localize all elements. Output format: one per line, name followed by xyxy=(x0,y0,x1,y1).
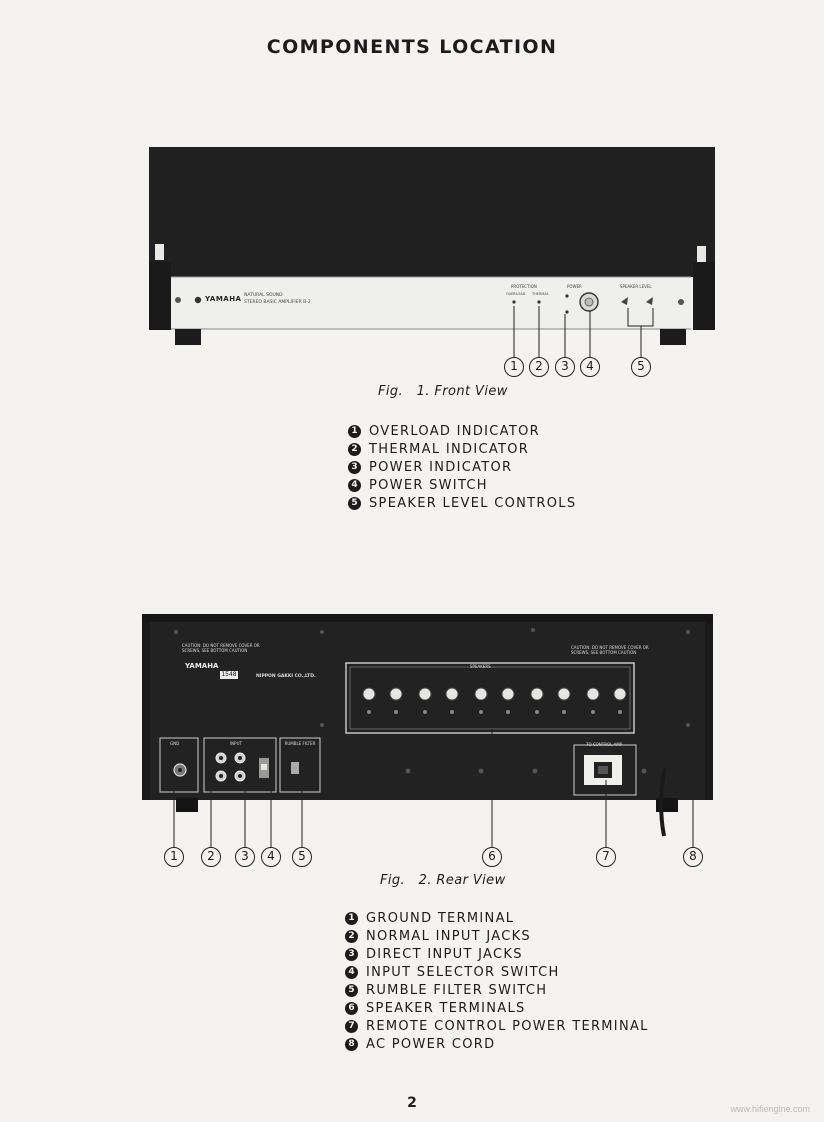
front-legend xyxy=(348,422,576,512)
label-speaker-level: SPEAKER LEVEL xyxy=(620,284,652,289)
list-item xyxy=(345,963,649,981)
number-bullet: 6 xyxy=(345,1002,358,1015)
number-bullet: 2 xyxy=(345,930,358,943)
rear-brand: YAMAHA xyxy=(185,662,219,670)
number-bullet: 4 xyxy=(345,966,358,979)
front-callout-3: 3 xyxy=(555,357,575,377)
list-item xyxy=(345,981,649,999)
legend-text: REMOTE CONTROL POWER TERMINAL xyxy=(366,1018,649,1034)
front-view-caption: Fig. 1. Front View xyxy=(378,384,508,399)
number-bullet: 5 xyxy=(348,497,361,510)
rear-callout-4: 4 xyxy=(261,847,281,867)
number-bullet: 3 xyxy=(348,461,361,474)
legend-text: SPEAKER TERMINALS xyxy=(366,1000,526,1016)
list-item xyxy=(348,458,576,476)
watermark: www.hifiengine.com xyxy=(730,1104,810,1114)
label-control-amp: TO CONTROL AMP xyxy=(586,742,623,747)
front-callout-5: 5 xyxy=(631,357,651,377)
rear-callout-5: 5 xyxy=(292,847,312,867)
list-item xyxy=(348,476,576,494)
label-power: POWER xyxy=(567,284,582,289)
front-callout-4: 4 xyxy=(580,357,600,377)
page-number: 2 xyxy=(407,1095,417,1111)
front-panel-line1: NATURAL SOUND xyxy=(244,293,283,298)
rear-maker: NIPPON GAKKI CO.,LTD. xyxy=(256,674,316,679)
legend-text: POWER INDICATOR xyxy=(369,459,513,475)
label-rumble: RUMBLE FILTER xyxy=(284,741,316,746)
legend-text: NORMAL INPUT JACKS xyxy=(366,928,531,944)
number-bullet: 2 xyxy=(348,443,361,456)
legend-text: AC POWER CORD xyxy=(366,1036,496,1052)
list-item xyxy=(348,494,576,512)
label-protection: PROTECTION xyxy=(511,284,537,289)
list-item xyxy=(345,945,649,963)
number-bullet: 7 xyxy=(345,1020,358,1033)
list-item xyxy=(345,1035,649,1053)
label-thermal: THERMAL xyxy=(532,292,549,296)
label-gnd: GND xyxy=(170,741,180,746)
list-item xyxy=(345,1017,649,1035)
number-bullet: 8 xyxy=(345,1038,358,1051)
number-bullet: 1 xyxy=(348,425,361,438)
label-overload: OVERLOAD xyxy=(506,292,526,296)
number-bullet: 3 xyxy=(345,948,358,961)
rear-callout-8: 8 xyxy=(683,847,703,867)
list-item xyxy=(348,440,576,458)
legend-text: OVERLOAD INDICATOR xyxy=(369,423,540,439)
list-item xyxy=(345,999,649,1017)
rear-callout-2: 2 xyxy=(201,847,221,867)
number-bullet: 1 xyxy=(345,912,358,925)
rear-callout-6: 6 xyxy=(482,847,502,867)
front-panel-line2: STEREO BASIC AMPLIFIER B-2 xyxy=(244,300,311,305)
rear-callout-3: 3 xyxy=(235,847,255,867)
legend-text: GROUND TERMINAL xyxy=(366,910,515,926)
number-bullet: 4 xyxy=(348,479,361,492)
rear-view-caption: Fig. 2. Rear View xyxy=(380,873,506,888)
legend-text: SPEAKER LEVEL CONTROLS xyxy=(369,495,577,511)
rear-caution-left: CAUTION: DO NOT REMOVE COVER OR SCREWS, SEE BOTTOM CAUTION xyxy=(182,643,260,653)
legend-text: THERMAL INDICATOR xyxy=(369,441,530,457)
rear-serial-number: 1548 xyxy=(221,671,237,678)
legend-text: POWER SWITCH xyxy=(369,477,488,493)
rear-callout-7: 7 xyxy=(596,847,616,867)
list-item xyxy=(345,909,649,927)
rear-caution-right: CAUTION: DO NOT REMOVE COVER OR SCREWS, SEE BOTTOM CAUTION xyxy=(571,645,649,655)
rear-callout-1: 1 xyxy=(164,847,184,867)
label-input: INPUT xyxy=(230,741,242,746)
page-title: COMPONENTS LOCATION xyxy=(266,36,558,58)
rear-legend xyxy=(345,909,649,1053)
legend-text: INPUT SELECTOR SWITCH xyxy=(366,964,560,980)
label-speakers: SPEAKERS xyxy=(470,664,491,669)
front-panel-brand: YAMAHA xyxy=(205,295,242,303)
legend-text: DIRECT INPUT JACKS xyxy=(366,946,523,962)
list-item xyxy=(345,927,649,945)
list-item xyxy=(348,422,576,440)
number-bullet: 5 xyxy=(345,984,358,997)
front-callout-2: 2 xyxy=(529,357,549,377)
legend-text: RUMBLE FILTER SWITCH xyxy=(366,982,548,998)
front-callout-1: 1 xyxy=(504,357,524,377)
